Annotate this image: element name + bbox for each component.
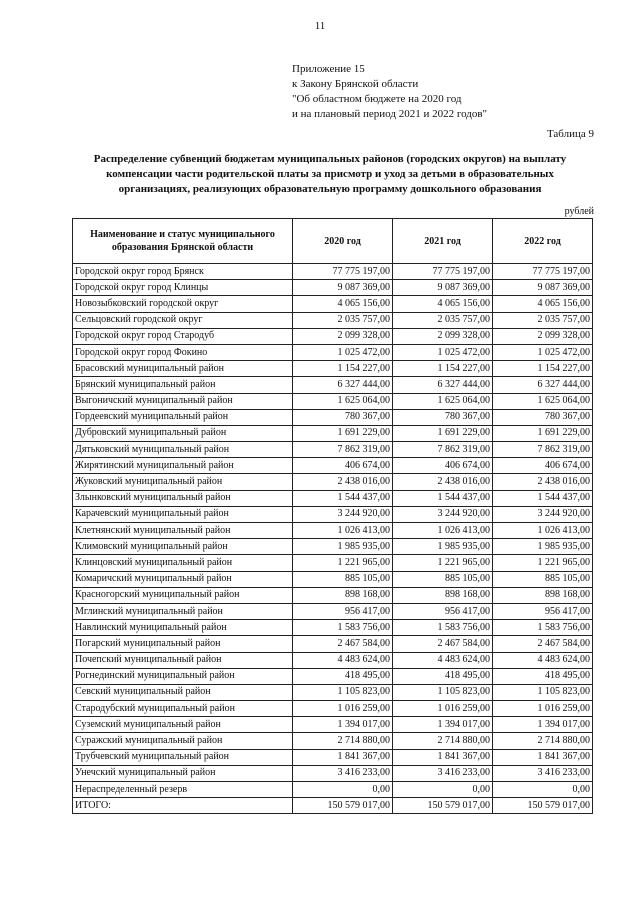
header-year-2021: 2021 год — [393, 219, 493, 264]
amount-cell: 3 244 920,00 — [393, 506, 493, 522]
municipality-cell: Мглинский муниципальный район — [73, 603, 293, 619]
table-row — [73, 344, 593, 360]
amount-cell: 956 417,00 — [393, 603, 493, 619]
currency-unit: рублей — [564, 206, 594, 217]
amount-cell: 1 026 413,00 — [393, 523, 493, 539]
table-row — [73, 264, 593, 280]
amount-cell: 1 025 472,00 — [293, 344, 393, 360]
amount-cell: 898 168,00 — [493, 587, 593, 603]
municipality-cell: Жуковский муниципальный район — [73, 474, 293, 490]
appendix-block — [292, 62, 487, 122]
table-row — [73, 603, 593, 619]
amount-cell: 2 438 016,00 — [393, 474, 493, 490]
table-row — [73, 749, 593, 765]
amount-cell: 2 035 757,00 — [293, 312, 393, 328]
amount-cell: 1 841 367,00 — [393, 749, 493, 765]
municipality-cell: Севский муниципальный район — [73, 684, 293, 700]
table-row — [73, 620, 593, 636]
municipality-cell: Унечский муниципальный район — [73, 765, 293, 781]
municipality-cell: Почепский муниципальный район — [73, 652, 293, 668]
table-header-row — [73, 219, 593, 264]
amount-cell: 150 579 017,00 — [393, 798, 493, 814]
amount-cell: 780 367,00 — [493, 409, 593, 425]
municipality-cell: Брянский муниципальный район — [73, 377, 293, 393]
appendix-line: "Об областном бюджете на 2020 год — [292, 93, 462, 105]
municipality-cell: Городской округ город Клинцы — [73, 280, 293, 296]
amount-cell: 885 105,00 — [493, 571, 593, 587]
amount-cell: 0,00 — [493, 782, 593, 798]
amount-cell: 3 244 920,00 — [293, 506, 393, 522]
table-row — [73, 474, 593, 490]
municipality-cell: Сельцовский городской округ — [73, 312, 293, 328]
municipality-cell: Новозыбковский городской округ — [73, 296, 293, 312]
amount-cell: 2 099 328,00 — [493, 328, 593, 344]
municipality-cell: Дятьковский муниципальный район — [73, 442, 293, 458]
amount-cell: 1 105 823,00 — [293, 684, 393, 700]
table-row — [73, 506, 593, 522]
municipality-cell: Клинцовский муниципальный район — [73, 555, 293, 571]
amount-cell: 1 583 756,00 — [393, 620, 493, 636]
amount-cell: 3 416 233,00 — [293, 765, 393, 781]
table-row — [73, 361, 593, 377]
table-row — [73, 296, 593, 312]
table-body — [73, 264, 593, 814]
amount-cell: 1 026 413,00 — [493, 523, 593, 539]
header-year-2022: 2022 год — [493, 219, 593, 264]
amount-cell: 1 221 965,00 — [293, 555, 393, 571]
municipality-cell: Брасовский муниципальный район — [73, 361, 293, 377]
amount-cell: 4 483 624,00 — [493, 652, 593, 668]
municipality-cell: Жирятинский муниципальный район — [73, 458, 293, 474]
table-row — [73, 652, 593, 668]
amount-cell: 1 625 064,00 — [293, 393, 393, 409]
municipality-cell: Климовский муниципальный район — [73, 539, 293, 555]
amount-cell: 2 438 016,00 — [293, 474, 393, 490]
table-row — [73, 733, 593, 749]
amount-cell: 2 714 880,00 — [293, 733, 393, 749]
municipality-cell: ИТОГО: — [73, 798, 293, 814]
amount-cell: 2 714 880,00 — [393, 733, 493, 749]
amount-cell: 956 417,00 — [293, 603, 393, 619]
subsidy-table — [72, 218, 593, 814]
amount-cell: 0,00 — [393, 782, 493, 798]
municipality-cell: Красногорский муниципальный район — [73, 587, 293, 603]
table-row — [73, 782, 593, 798]
amount-cell: 1 025 472,00 — [493, 344, 593, 360]
amount-cell: 1 841 367,00 — [293, 749, 393, 765]
amount-cell: 1 016 259,00 — [293, 701, 393, 717]
amount-cell: 1 625 064,00 — [393, 393, 493, 409]
amount-cell: 1 016 259,00 — [393, 701, 493, 717]
amount-cell: 77 775 197,00 — [293, 264, 393, 280]
table-row — [73, 393, 593, 409]
amount-cell: 9 087 369,00 — [293, 280, 393, 296]
amount-cell: 3 416 233,00 — [393, 765, 493, 781]
table-row — [73, 312, 593, 328]
amount-cell: 2 714 880,00 — [493, 733, 593, 749]
table-row — [73, 280, 593, 296]
amount-cell: 956 417,00 — [493, 603, 593, 619]
amount-cell: 0,00 — [293, 782, 393, 798]
amount-cell: 150 579 017,00 — [493, 798, 593, 814]
amount-cell: 406 674,00 — [493, 458, 593, 474]
amount-cell: 2 467 584,00 — [293, 636, 393, 652]
amount-cell: 1 583 756,00 — [293, 620, 393, 636]
municipality-cell: Навлинский муниципальный район — [73, 620, 293, 636]
amount-cell: 3 416 233,00 — [493, 765, 593, 781]
municipality-cell: Городской округ город Стародуб — [73, 328, 293, 344]
amount-cell: 7 862 319,00 — [393, 442, 493, 458]
amount-cell: 1 025 472,00 — [393, 344, 493, 360]
amount-cell: 1 154 227,00 — [293, 361, 393, 377]
amount-cell: 3 244 920,00 — [493, 506, 593, 522]
municipality-cell: Погарский муниципальный район — [73, 636, 293, 652]
amount-cell: 1 221 965,00 — [393, 555, 493, 571]
amount-cell: 1 105 823,00 — [493, 684, 593, 700]
amount-cell: 1 026 413,00 — [293, 523, 393, 539]
municipality-cell: Стародубский муниципальный район — [73, 701, 293, 717]
amount-cell: 4 065 156,00 — [493, 296, 593, 312]
amount-cell: 885 105,00 — [393, 571, 493, 587]
amount-cell: 9 087 369,00 — [393, 280, 493, 296]
table-row — [73, 458, 593, 474]
amount-cell: 4 065 156,00 — [393, 296, 493, 312]
amount-cell: 418 495,00 — [293, 668, 393, 684]
amount-cell: 7 862 319,00 — [293, 442, 393, 458]
amount-cell: 1 154 227,00 — [493, 361, 593, 377]
municipality-cell: Городской округ город Брянск — [73, 264, 293, 280]
table-row — [73, 684, 593, 700]
table-row — [73, 587, 593, 603]
amount-cell: 1 691 229,00 — [393, 425, 493, 441]
amount-cell: 1 544 437,00 — [493, 490, 593, 506]
amount-cell: 1 544 437,00 — [293, 490, 393, 506]
municipality-cell: Городской округ город Фокино — [73, 344, 293, 360]
municipality-cell: Злынковский муниципальный район — [73, 490, 293, 506]
amount-cell: 2 467 584,00 — [393, 636, 493, 652]
amount-cell: 780 367,00 — [393, 409, 493, 425]
amount-cell: 1 016 259,00 — [493, 701, 593, 717]
table-row — [73, 523, 593, 539]
amount-cell: 418 495,00 — [493, 668, 593, 684]
table-row — [73, 636, 593, 652]
municipality-cell: Гордеевский муниципальный район — [73, 409, 293, 425]
amount-cell: 1 625 064,00 — [493, 393, 593, 409]
amount-cell: 1 394 017,00 — [293, 717, 393, 733]
amount-cell: 898 168,00 — [293, 587, 393, 603]
amount-cell: 1 691 229,00 — [293, 425, 393, 441]
amount-cell: 6 327 444,00 — [493, 377, 593, 393]
table-row — [73, 328, 593, 344]
table-row — [73, 765, 593, 781]
amount-cell: 418 495,00 — [393, 668, 493, 684]
municipality-cell: Суземский муниципальный район — [73, 717, 293, 733]
table-reference: Таблица 9 — [546, 128, 594, 140]
amount-cell: 1 691 229,00 — [493, 425, 593, 441]
table-row — [73, 442, 593, 458]
amount-cell: 1 154 227,00 — [393, 361, 493, 377]
table-row — [73, 377, 593, 393]
amount-cell: 1 544 437,00 — [393, 490, 493, 506]
table-row — [73, 425, 593, 441]
table-row — [73, 409, 593, 425]
amount-cell: 7 862 319,00 — [493, 442, 593, 458]
amount-cell: 2 035 757,00 — [493, 312, 593, 328]
appendix-line: к Закону Брянской области — [292, 78, 419, 90]
municipality-cell: Карачевский муниципальный район — [73, 506, 293, 522]
amount-cell: 885 105,00 — [293, 571, 393, 587]
amount-cell: 1 394 017,00 — [493, 717, 593, 733]
appendix-line: и на плановый период 2021 и 2022 годов" — [292, 108, 488, 120]
amount-cell: 1 105 823,00 — [393, 684, 493, 700]
municipality-cell: Комаричский муниципальный район — [73, 571, 293, 587]
municipality-cell: Клетнянский муниципальный район — [73, 523, 293, 539]
municipality-cell: Выгоничский муниципальный район — [73, 393, 293, 409]
amount-cell: 1 221 965,00 — [493, 555, 593, 571]
table-row — [73, 701, 593, 717]
table-row — [73, 490, 593, 506]
table-row — [73, 555, 593, 571]
document-title: Распределение субвенций бюджетам муниципальных районов (городских округов) на выплату компенсации части родительской платы за присмотр и уход за детьми в образовательных организациях, реализующих образовательную программу дошкольного образования — [93, 153, 567, 195]
amount-cell: 1 394 017,00 — [393, 717, 493, 733]
municipality-cell: Трубчевский муниципальный район — [73, 749, 293, 765]
amount-cell: 2 035 757,00 — [393, 312, 493, 328]
amount-cell: 77 775 197,00 — [493, 264, 593, 280]
table-row — [73, 539, 593, 555]
page-number: 11 — [314, 20, 326, 32]
amount-cell: 780 367,00 — [293, 409, 393, 425]
municipality-cell: Рогнединский муниципальный район — [73, 668, 293, 684]
amount-cell: 1 583 756,00 — [493, 620, 593, 636]
table-row — [73, 571, 593, 587]
amount-cell: 77 775 197,00 — [393, 264, 493, 280]
amount-cell: 6 327 444,00 — [393, 377, 493, 393]
table-row — [73, 668, 593, 684]
amount-cell: 1 985 935,00 — [393, 539, 493, 555]
appendix-line: Приложение 15 — [292, 63, 365, 75]
header-municipality: Наименование и статус муниципального образования Брянской области — [73, 219, 293, 264]
amount-cell: 2 467 584,00 — [493, 636, 593, 652]
header-year-2020: 2020 год — [293, 219, 393, 264]
amount-cell: 2 438 016,00 — [493, 474, 593, 490]
municipality-cell: Дубровский муниципальный район — [73, 425, 293, 441]
amount-cell: 2 099 328,00 — [393, 328, 493, 344]
amount-cell: 406 674,00 — [393, 458, 493, 474]
amount-cell: 898 168,00 — [393, 587, 493, 603]
amount-cell: 4 065 156,00 — [293, 296, 393, 312]
table-row — [73, 798, 593, 814]
amount-cell: 2 099 328,00 — [293, 328, 393, 344]
amount-cell: 1 985 935,00 — [293, 539, 393, 555]
amount-cell: 9 087 369,00 — [493, 280, 593, 296]
amount-cell: 1 841 367,00 — [493, 749, 593, 765]
amount-cell: 406 674,00 — [293, 458, 393, 474]
municipality-cell: Суражский муниципальный район — [73, 733, 293, 749]
municipality-cell: Нераспределенный резерв — [73, 782, 293, 798]
amount-cell: 4 483 624,00 — [293, 652, 393, 668]
amount-cell: 150 579 017,00 — [293, 798, 393, 814]
amount-cell: 1 985 935,00 — [493, 539, 593, 555]
amount-cell: 4 483 624,00 — [393, 652, 493, 668]
table-row — [73, 717, 593, 733]
amount-cell: 6 327 444,00 — [293, 377, 393, 393]
